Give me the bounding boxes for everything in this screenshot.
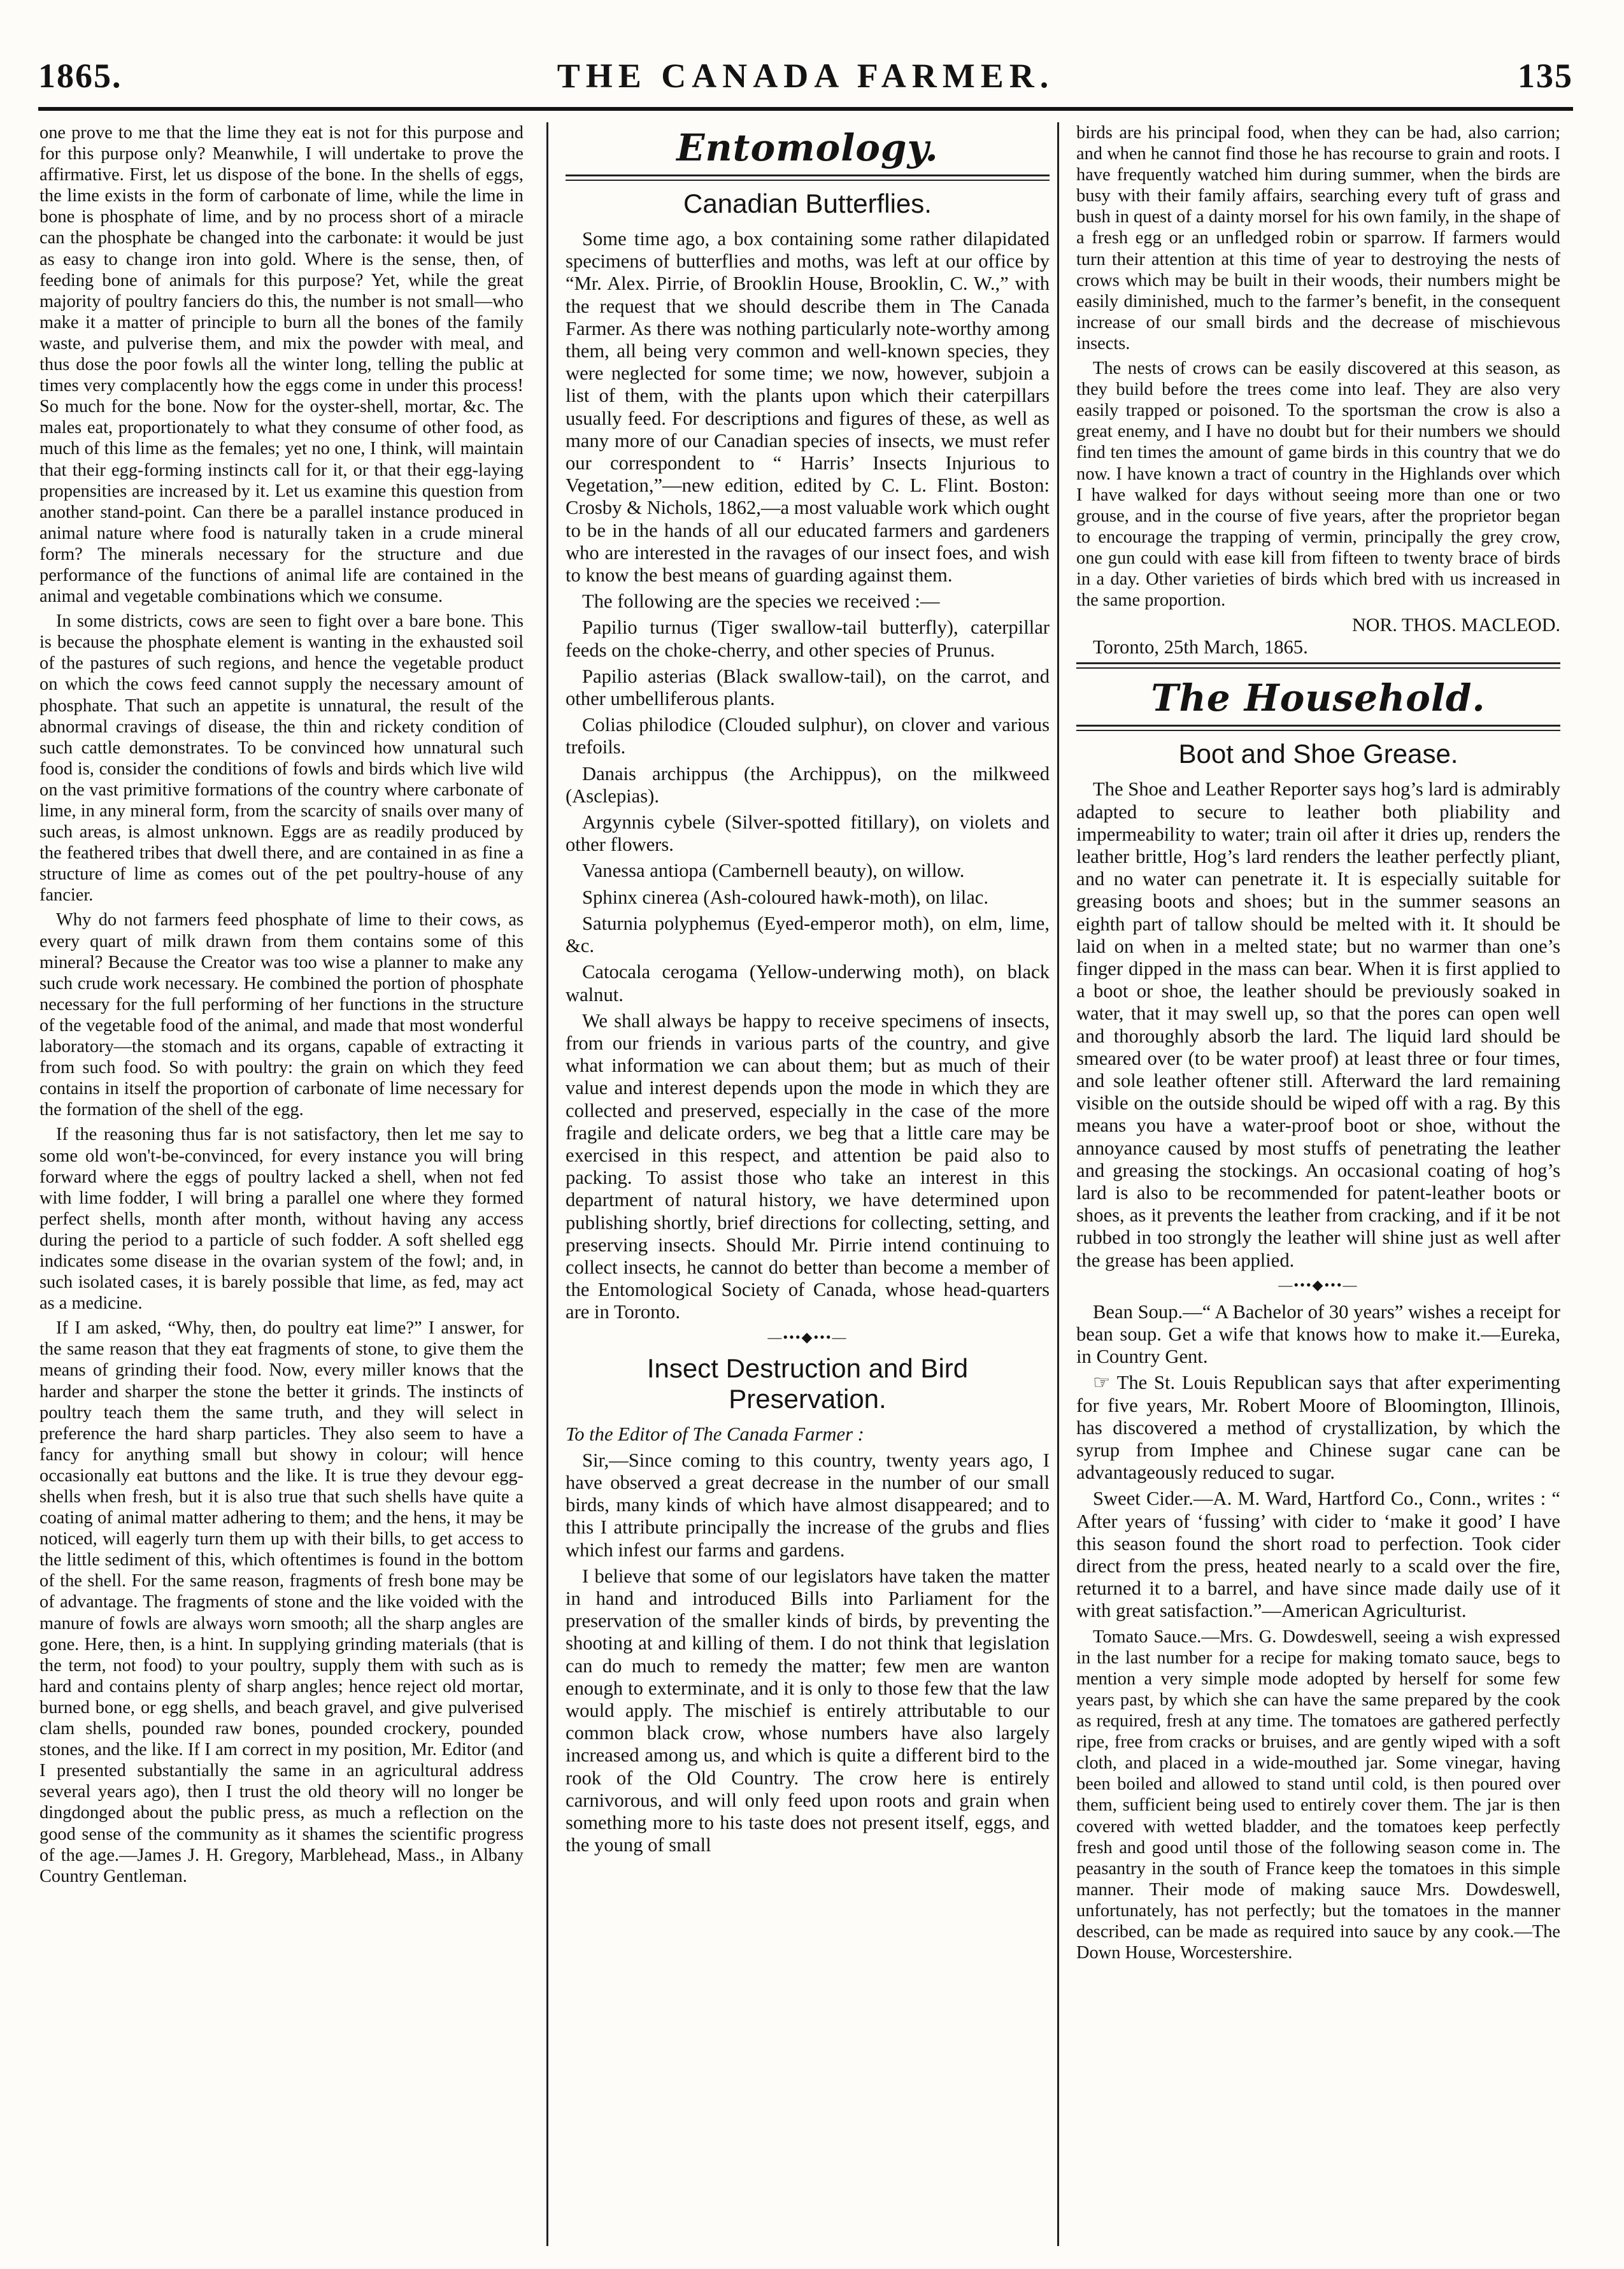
article-title: Boot and Shoe Grease. <box>1178 739 1458 769</box>
masthead-rule <box>38 107 1573 111</box>
paragraph: Sir,—Since coming to this country, twenty years ago, I have observed a great decrease in the number of our small birds, many kinds of which have almost disappeared; and to this I attribute principally the increase of the grubs and flies which infest our farms and gardens. <box>566 1449 1050 1561</box>
species-entry: Saturnia polyphemus (Eyed-emperor moth), on elm, lime, &c. <box>566 912 1050 957</box>
column-1 <box>39 122 524 2249</box>
news-item: ☞ The St. Louis Republican says that after experimenting for five years, Mr. Robert Moore of Bloomington, Illinois, has discovered a method of crystallization, by which the syrup from Imphee and Chinese sugar cane can be advantageously reduced to sugar. <box>1076 1372 1560 1484</box>
species-entry: Colias philodice (Clouded sulphur), on clover and various trefoils. <box>566 714 1050 758</box>
paragraph: The nests of crows can be easily discovered at this season, as they build before the trees come into leaf. They are also very easily trapped or poisoned. To the sportsman the crow is also a great enemy, and I have no doubt but for their numbers we should find ten times the amount of game birds in this country that we do now. I have known a tract of country in the Highlands over which I have walked for days without seeing more than one or two grouse, and in the course of five years, after the proprietor began to encourage the trapping of vermin, principally the grey crow, one gun could with ease kill from fifteen to twenty brace of birds in a day. Other varieties of birds which bred with us increased in the same proportion. <box>1076 359 1560 611</box>
paragraph: If the reasoning thus far is not satisfactory, then let me say to some old won't-be-convinced, for every instance you will bring forward where the eggs of poultry lacked a shell, when not fed with lime fodder, I will bring a parallel one where they formed perfect shells, month after month, without having any access during the period to a particle of such fodder. A soft shelled egg indicates some disease in the ovarian system of the fowl; and, in such isolated cases, it is barely possible that lime, as fed, may act as a medicine. <box>39 1125 524 1314</box>
ornament-divider: —•••◆•••— <box>767 1328 848 1345</box>
section-heading-household: The Household. <box>1151 676 1486 720</box>
article-title: Canadian Butterflies. <box>683 188 932 218</box>
paragraph: I believe that some of our legislators have taken the matter in hand and introduced Bills into Parliament for the preservation of the smaller kinds of birds, by preventing the shooting at and killing of them. I do not think that legislation can do much to remedy the matter; few men are wanton enough to exterminate, and it is only to those few that the law would apply. The mischief is entirely attributable to our common black crow, whose numbers have also largely increased among us, and which is quite a different bird to the rook of the Old Country. The crow here is entirely carnivorous, and will only feed upon roots and grain when something more to his taste does not present itself, eggs, and the young of small <box>566 1565 1050 1856</box>
species-entry: Catocala cerogama (Yellow-underwing moth), on black walnut. <box>566 961 1050 1006</box>
paragraph: Some time ago, a box containing some rather dilapidated specimens of butterflies and moths, was left at our office by “Mr. Alex. Pirrie, of Brooklin House, Brooklin, C. W.,” with the request that we should describe them in The Canada Farmer. As there was nothing particularly note-worthy among them, all being very common and well-known species, they were neglected for some time; we now, however, subjoin a list of them, with the plants upon which their caterpillars usually feed. For descriptions and figures of these, as well as many more of our Canadian species of insects, we must refer our correspondent to “ Harris’ Insects Injurious to Vegetation,”—new edition, edited by C. L. Flint. Boston: Crosby & Nichols, 1862,—a most valuable work which ought to be in the hands of all our educated farmers and gardeners who are interested in the ravages of our insect foes, and wish to know the best means of guarding against them. <box>566 228 1050 587</box>
double-rule <box>1076 725 1560 731</box>
species-entry: Sphinx cinerea (Ash-coloured hawk-moth), on lilac. <box>582 886 989 908</box>
ornament-divider: —•••◆•••— <box>1278 1276 1358 1293</box>
column-3 <box>1076 122 1560 2249</box>
dateline: Toronto, 25th March, 1865. <box>1093 636 1308 658</box>
paragraph: one prove to me that the lime they eat is not for this purpose and for this purpose only? Meanwhile, I will undertake to prove the affirmative. First, let us dispose of the bone. In the shells of eggs, the lime exists in the form of carbonate of lime, while the lime in bone is phosphate of lime, and by no process short of a miracle can the phosphate be changed into the carbonate: it would be just as easy to change iron into gold. Where is the sense, then, of feeding bone of animals for this purpose? Yet, while the great majority of poultry fanciers do this, the number is not small—who make it a matter of principle to burn all the bones of the family waste, and pulverise them, and mix the powder with meal, and thus dose the poor fowls all the winter long, telling the public at times very complacently how the eggs come in under this process! So much for the bone. Now for the oyster-shell, mortar, &c. The males eat, proportionately to what they consume of other food, as much of this lime as the females; yet no one, I think, will maintain that their egg-forming instincts call for it, or that their egg-laying propensities are increased by it. Let us examine this question from another stand-point. Can there be a parallel instance produced in animal nature where food is naturally taken in a crude mineral form? The minerals necessary for the structure and due performance of the functions of animal life are contained in the animal and vegetable combinations which we consume. <box>39 123 524 607</box>
article-title: Insect Destruction and Bird Preservation. <box>646 1353 969 1414</box>
paragraph: If I am asked, “Why, then, do poultry eat lime?” I answer, for the same reason that they eat fragments of stone, to give them the means of grinding their food. Now, every miller knows that the harder and sharper the stone the better it grinds. The instincts of poultry teach them the same truth, and they will select in preference the hard sharp particles. They also seem to have a fancy for anything small but showy in colour; will hence occasionally eat buttons and the like. It is true they devour egg-shells when fresh, but it is also true that such shells have quite a coating of animal matter adhering to them; and the hens, it may be noticed, will eagerly turn them up with their bills, to get access to the little sediment of this, which oftentimes is found in the bottom of the shell. For the same reason, fragments of fresh bone may be of advantage. The fragments of stone and the like voided with the manure of fowls are always worn smooth; all the sharp angles are gone. Here, then, is a hint. In supplying grinding materials (that is the term, not food) to your poultry, supply them with such as is hard and contains plenty of sharp angles; hence reject old mortar, burned bone, or egg shells, and beach gravel, and give pulverised clam shells, pounded raw bones, pounded crockery, pounded stones, and the like. If I am correct in my position, Mr. Editor (and I presented substantially the same in an agricultural address several years ago), then I trust the old theory will no longer be dingdonged about the public press, as much a reflection on the good sense of the community as it shames the scientific progress of the age.—James J. H. Gregory, Marblehead, Mass., in Albany Country Gentleman. <box>39 1318 524 1886</box>
section-heading-entomology: Entomology. <box>676 126 939 169</box>
species-entry: Vanessa antiopa (Cambernell beauty), on willow. <box>582 860 965 882</box>
paragraph: birds are his principal food, when they can be had, also carrion; and when he cannot find those he has recourse to grain and roots. I have frequently watched him during summer, when the birds are busy with their family affairs, searching every tuft of grass and bush in quest of a dainty morsel for his own family, in the shape of a fresh egg or an unfledged robin or sparrow. If farmers would turn their attention at this time of year to destroying the nests of crows which may be built in their woods, their numbers might be easily diminished, much to the farmer’s benefit, in the consequent increase of our small birds and the decrease of mischievous insects. <box>1076 123 1560 353</box>
paragraph: In some districts, cows are seen to fight over a bare bone. This is because the phosphate element is wanting in the exhausted soil of the pastures of such regions, and hence the vegetable product on which the cows feed cannot supply the necessary amount of phosphate. That such an appetite is unnatural, the result of the abnormal cravings of disease, the thin and rickety condition of such cattle demonstrates. To be convinced how unnatural such food is, consider the conditions of fowls and birds which live wild on the vast primitive formations of the country where carbonate of lime, in any mineral form, from the scarcity of snails over many of such areas, is almost unknown. Eggs are as readily produced by the feathered tribes that dwell there, and are contained in as fine a structure of lime as comes out of the pet poultry-house of any fancier. <box>39 611 524 906</box>
issue-year: 1865. <box>38 57 122 95</box>
species-entry: Danais archippus (the Archippus), on the milkweed (Asclepias). <box>566 762 1050 807</box>
paragraph: We shall always be happy to receive specimens of insects, from our friends in various parts of the country, and give what information we can about them; but as much of their value and interest depends upon the mode in which they are collected and preserved, especially in the case of the more fragile and delicate orders, we beg that a little care may be exercised in this respect, and attention be paid also to packing. To assist those who take an interest in this department of natural history, we have determined upon publishing shortly, brief directions for collecting, setting, and preserving insects. Should Mr. Pirrie intend continuing to collect insects, he cannot do better than become a member of the Entomological Society of Canada, whose head-quarters are in Toronto. <box>566 1009 1050 1323</box>
column-divider <box>1057 122 1059 2246</box>
double-rule <box>566 174 1050 181</box>
column-2 <box>566 122 1050 2249</box>
paragraph: The following are the species we received :— <box>582 590 940 613</box>
column-divider <box>546 122 548 2246</box>
species-entry: Papilio asterias (Black swallow-tail), on the carrot, and other umbelliferous plants. <box>566 665 1050 710</box>
species-entry: Argynnis cybele (Silver-spotted fitillary), on violets and other flowers. <box>566 811 1050 856</box>
paragraph: Why do not farmers feed phosphate of lime to their cows, as every quart of milk drawn from them contains some of this mineral? Because the Creator was too wise a planner to make any such crude work necessary. He combined the portion of phosphate necessary for the full performing of her functions in the structure of the vegetable food of the animal, and made that most wonderful laboratory—the stomach and its organs, capable of extracting it from such food. So with poultry: the grain on which they feed contains in itself the proportion of carbonate of lime necessary for the formation of the shell of the egg. <box>39 910 524 1120</box>
paragraph: The Shoe and Leather Reporter says hog’s lard is admirably adapted to secure to leather both pliability and impermeability to water; train oil after it dries up, renders the leather brittle, Hog’s lard renders the leather perfectly pliant, and no water can penetrate it. It is especially suitable for greasing boots and shoes; but in the summer seasons an eighth part of tallow should be melted with it. It should be laid on when in a melted state; but no warmer than one’s finger dipped in the mass can bear. When it is first applied to a boot or shoe, the leather should be previously soaked in water, that it may swell up, so that the pores can open well and thoroughly absorb the lard. The liquid lard should be smeared over (to be water proof) at least three or four times, and sole leather oftener still. Afterward the lard remaining visible on the outside should be wiped off with a rag. By this means you have a water-proof boot or shoe, without the annoyance caused by most stuffs of penetrating the leather and greasing the stockings. An occasional coating of hog’s lard is also to be recommended for patent-leather boots or shoes, as it prevents the leather from cracking, and if it be not rubbed in too strongly the leather will shine just as well after the grease has been applied. <box>1076 778 1560 1271</box>
page-number: 135 <box>1518 57 1573 95</box>
newspaper-title: THE CANADA FARMER. <box>557 57 1055 95</box>
author-signature: NOR. THOS. MACLEOD. <box>1352 615 1560 636</box>
double-rule <box>1076 662 1560 669</box>
news-item: Sweet Cider.—A. M. Ward, Hartford Co., Conn., writes : “ After years of ‘fussing’ with cider to ‘make it good’ I have this season found the short road to perfection. Took cider direct from the press, heated nearly to a scald over the fire, returned it to a barrel, and have since made daily use of it with great satisfaction.”—American Agriculturist. <box>1076 1488 1560 1622</box>
news-item: Tomato Sauce.—Mrs. G. Dowdeswell, seeing a wish expressed in the last number for a recipe for making tomato sauce, begs to mention a very simple mode adopted by herself for some few years past, by which she can have the same prepared by the cook as required, fresh at any time. The tomatoes are gathered perfectly ripe, free from cracks or bruises, and are gently wiped with a soft cloth, and placed in a wide-mouthed jar. Some vinegar, having been boiled and allowed to stand until cold, is then poured over them, sufficient being used to entirely cover them. The jar is then covered with wetted bladder, and the tomatoes keep perfectly fresh and good until those of the following season come in. The peasantry in the south of France keep the tomatoes in this simple manner. Their mode of making sauce Mrs. Dowdeswell, unfortunately, has not perfectly; but the tomatoes in the manner described, can be made as required into sauce by any cook.—The Down House, Worcestershire. <box>1076 1626 1560 1963</box>
news-item: Bean Soup.—“ A Bachelor of 30 years” wishes a receipt for bean soup. Get a wife that knows how to make it.—Eureka, in Country Gent. <box>1076 1300 1560 1368</box>
salutation: To the Editor of The Canada Farmer : <box>566 1423 864 1445</box>
species-entry: Papilio turnus (Tiger swallow-tail butterfly), caterpillar feeds on the choke-cherry, and other species of Prunus. <box>566 616 1050 661</box>
